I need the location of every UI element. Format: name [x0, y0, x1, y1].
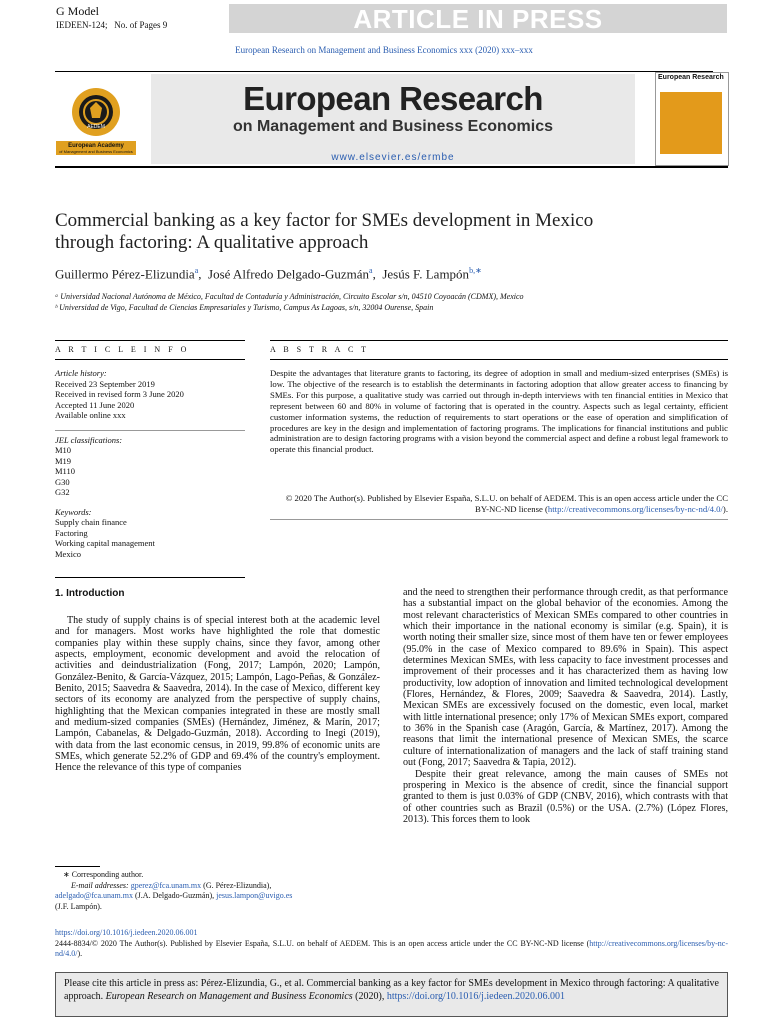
- abstract-rule-top: [270, 340, 728, 341]
- email-link[interactable]: gperez@fca.unam.mx: [130, 880, 202, 890]
- keyword-item: Factoring: [55, 527, 88, 538]
- history-item: Received in revised form 3 June 2020: [55, 389, 184, 399]
- logo-text: AEDEM: [87, 124, 105, 130]
- journal-citation-link[interactable]: European Research on Management and Business Economics xxx (2020) xxx–xxx: [235, 45, 533, 55]
- citation-doi-link[interactable]: https://doi.org/10.1016/j.iedeen.2020.06.001: [386, 991, 565, 1002]
- keyword-item: Mexico: [55, 548, 81, 559]
- abstract-rule-end: [270, 519, 728, 520]
- info-divider: [55, 421, 245, 431]
- citation-journal: European Research on Management and Business Economics: [105, 991, 353, 1002]
- citation-body: Please cite this article in press as: Pérez-Elizundia, G., et al. Commercial banking as a key factor for SMEs development in Mexico through factoring: A qualitative approach.: [64, 978, 719, 1002]
- affiliations: [55, 291, 524, 313]
- email-owner: (G. Pérez-Elizundia),: [201, 880, 272, 890]
- author-list: Guillermo Pérez-Elizundia$^a$, José Alfredo Delgado-Guzmán$^a$, Jesús F. Lampón$^{b,∗}$: [55, 266, 482, 282]
- license-link[interactable]: http://creativecommons.org/licenses/by-nc-nd/4.0/: [547, 504, 723, 514]
- title-line-1: Commercial banking as a key factor for SMEs development in Mexico: [55, 210, 594, 231]
- body-paragraph: The study of supply chains is of special interest both at the academic level and for managers. Most works have highlighted the role that domestic companies play within these supply chains, since they favor, among other aspects, employment, economic development and avoid the relocation of activities and deindustrialization (Fong, 2017; Lampón, 2020; Lampón, González-Benito, & García-Vázquez, 2015; Lampón, Lago-Peñas, & González-Benito, 2015; Saavedra & Saavedra, 2014). In the case of Mexico, different key sectors of its economy are analyzed from the perspective of supply chains, highlighting that the Mexican companies integrated in these are mostly small and medium-sized companies (SMEs) (Hernández, Jiménez, & Marín, 2017; Lampón, Cabanelas, & Delgado-Guzmán, 2018). According to Inegi (2019), with data from the last economic census, in 2019, 99.8% of economic units are SMEs, which generate 52.2% of GDP and 69.4% of the country's employment. Hence the relevance of this type of companies: [55, 615, 380, 774]
- issn-text: 2444-8834/© 2020 The Author(s). Published by Elsevier España, S.L.U. on behalf of AEDEM. This is an open access article under the CC BY-NC-ND license (: [55, 938, 590, 948]
- info-rule-top: [55, 340, 245, 341]
- issn-end: ).: [77, 949, 83, 959]
- journal-subtitle: on Management and Business Economics: [232, 118, 554, 135]
- affiliation-a: ᵃ Universidad Nacional Autónoma de México, Facultad de Contaduría y Administración, Circuito Escolar s/n, 04510 Coyoacán (CDMX), Mexico: [55, 292, 524, 301]
- body-paragraph: Despite their great relevance, among the main causes of SMEs not prospering in Mexico is the absence of credit, since the financial support granted to them is just 0.03% of GDP (CNBV, 2016), which contrasts with that of other countries such as Brazil (0.5%) or the USA. (2.7%) (López Flores, 2013). This forces them to look: [403, 768, 728, 825]
- footnote-rule: [55, 866, 100, 867]
- email-link[interactable]: jesus.lampon@uvigo.es: [216, 891, 293, 901]
- header-rule: [55, 71, 713, 72]
- jel-item: M19: [55, 455, 72, 466]
- jel-label: JEL classifications:: [55, 434, 123, 445]
- g-model-label: G Model: [56, 4, 99, 18]
- license-link[interactable]: http://creativecommons.org/licenses/by-nc-nd/4.0/: [55, 938, 728, 959]
- email-owner: (J.F. Lampón).: [55, 901, 102, 911]
- email-label: E-mail addresses:: [71, 880, 129, 890]
- citation-text: [64, 977, 719, 1003]
- keyword-item: Working capital management: [55, 538, 155, 548]
- section-heading-introduction: 1. Introduction: [55, 588, 125, 599]
- abstract-rule-bottom: [270, 359, 728, 360]
- title-line-2: through factoring: A qualitative approach: [55, 232, 369, 253]
- author-affil-marker[interactable]: b,∗: [469, 266, 482, 275]
- email-owner: (J.A. Delgado-Guzmán),: [133, 891, 217, 901]
- history-item: Received 23 September 2019: [55, 378, 155, 389]
- author-name: José Alfredo Delgado-Guzmán: [208, 266, 370, 282]
- info-rule-bottom: [55, 359, 245, 360]
- history-label: Article history:: [55, 368, 107, 378]
- article-code: IEDEEN-124;: [56, 20, 108, 30]
- info-rule-end: [55, 577, 245, 578]
- email-link[interactable]: adelgado@fca.unam.mx: [55, 891, 134, 901]
- author-name: Guillermo Pérez-Elizundia: [55, 266, 195, 282]
- history-item: Available online xxx: [55, 410, 126, 420]
- article-title: [55, 210, 695, 254]
- author-affil-marker[interactable]: a: [369, 266, 373, 275]
- journal-title: European Research: [243, 80, 543, 117]
- header-rule-bottom: [55, 166, 728, 168]
- author-affil-marker[interactable]: a: [194, 266, 199, 275]
- aedem-logo: [56, 84, 136, 158]
- history-item: Accepted 11 June 2020: [55, 399, 135, 410]
- page-count: No. of Pages 9: [114, 20, 168, 30]
- article-in-press-banner: ARTICLE IN PRESS: [229, 4, 727, 33]
- publication-info: [55, 928, 728, 960]
- footnote: [55, 870, 375, 912]
- logo-caption-line1: European Academy: [68, 143, 124, 149]
- abstract-text: Despite the advantages that literature grants to factoring, its degree of adoption in small and medium-sized enterprises (SMEs) is low. The objective of the research is to establish the determinants in factoring adoption that allow greater access to financing by SMEs. For this purpose, a qualitative study was carried out through in-depth interviews with ten financial entities in Mexico that represent between 60 and 80% in volume of factoring that is operated in the country. Aspects such as legal certainty, efficient customer information systems, the reduction of requirements to start operations or the ease of operation and simplification of procedures are key in the design and implementation of factoring programs. The implications for financial institutions and public administration are to design factoring programs with a vision beyond the commercial aspect and define a robust legal framework to operate this financial product.: [270, 368, 728, 455]
- article-info-heading: A R T I C L E I N F O: [55, 345, 190, 354]
- jel-item: G30: [55, 476, 70, 487]
- keyword-item: Supply chain finance: [55, 517, 127, 527]
- logo-caption-line2: of Management and Business Economics: [59, 149, 133, 154]
- article-info: [55, 368, 245, 559]
- citation-year: (2020),: [352, 991, 385, 1002]
- banner-model: [56, 4, 167, 32]
- abstract-heading: A B S T R A C T: [270, 345, 370, 354]
- cover-title: European Research: [658, 74, 724, 81]
- jel-item: M10: [55, 445, 72, 455]
- doi-link[interactable]: https://doi.org/10.1016/j.iedeen.2020.06.001: [55, 928, 198, 937]
- jel-item: G32: [55, 487, 70, 497]
- info-spacer: [55, 498, 245, 507]
- cover-image: [660, 92, 722, 154]
- jel-item: M110: [55, 466, 75, 476]
- body-left-column: [55, 615, 380, 774]
- corresponding-author-note: ∗ Corresponding author.: [63, 870, 144, 879]
- copyright-end: ).: [722, 504, 728, 514]
- affiliation-b: ᵇ Universidad de Vigo, Facultad de Ciencias Empresariales y Turismo, Campus As Lagoas, s/n, 32004 Ourense, Spain: [55, 303, 434, 312]
- copyright-text: © 2020 The Author(s). Published by Elsevier España, S.L.U. on behalf of AEDEM. This is an open access article under the CC BY-NC-ND license (: [285, 493, 728, 514]
- body-paragraph: and the need to strengthen their performance through credit, as that performance has a substantial impact on the global behavior of the economies. Among the most relevant characteristics of Mexican SMEs compared to other countries in which their importance in the national economy is similar (e.g. Spain), it is worth noting their smaller size, since most of them have ten or fewer employees (95.0% in the case of Mexico compared to 89.6% in Spain). This aspect determines Mexican SMEs, with less capacity to face investment processes and improvement of their processes and it has characterized them as having low productivity, low adoption of innovation and limited technological development (Flores, Hernández, & Flores, 2009; Saavedra & Saavedra, 2014). Lastly, Mexican SMEs are excessively focused on the domestic, even local, market with little international presence; only 17% of Mexican SMEs export, compared to 36% in the Spanish case (Aragón, García, & Martínez, 2017). Among the reasons that limit the international presence of Mexican SMEs, the scarce culture of internationalization of managers and the lack of staff training stand out (Fong, 2017; Saavedra & Tapia, 2012).: [403, 587, 728, 769]
- keywords-label: Keywords:: [55, 506, 92, 517]
- abstract-copyright: [270, 493, 728, 515]
- journal-url-link[interactable]: www.elsevier.es/ermbe: [331, 152, 455, 163]
- citation-box: [55, 972, 728, 1017]
- body-right-column: [403, 587, 728, 825]
- author-name: Jesús F. Lampón: [382, 266, 470, 282]
